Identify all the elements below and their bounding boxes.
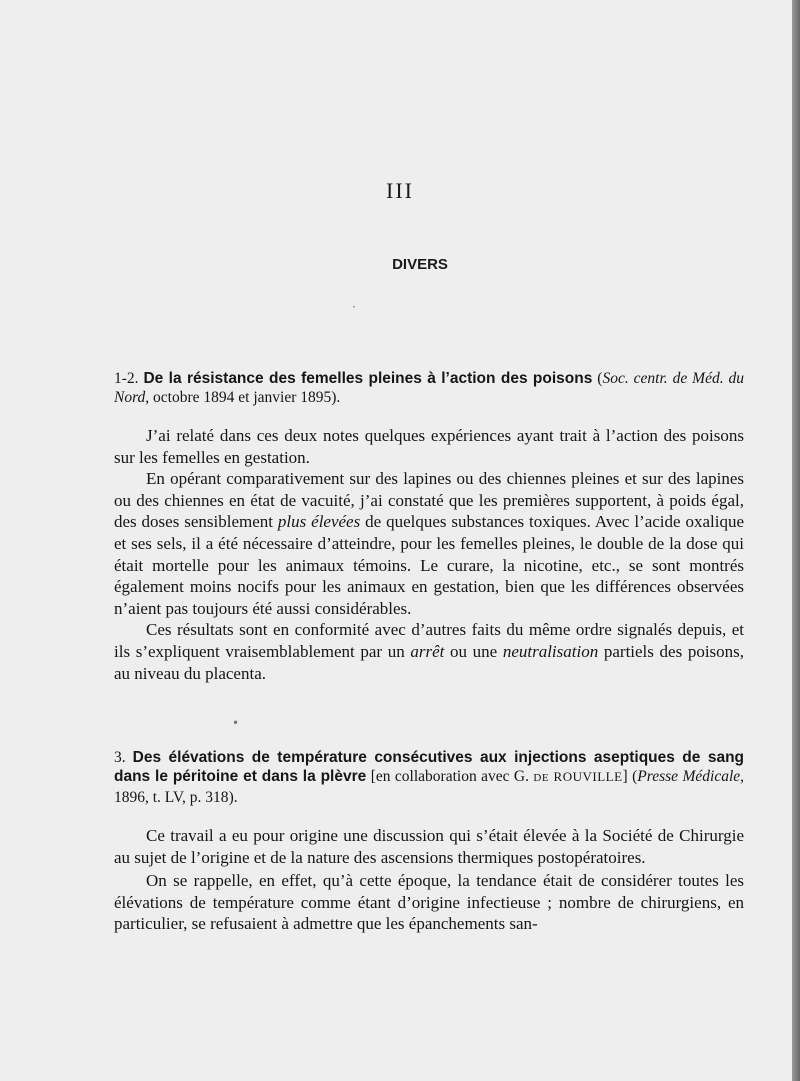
scan-edge — [792, 0, 800, 1081]
emphasis: arrêt — [410, 641, 445, 661]
source-journal: Presse Médicale — [637, 768, 741, 785]
paragraph-text: Ces résultats sont en conformité avec d’autres faits du même ordre signalés depuis, et ils s’expliquent vraisemblablement par un — [114, 620, 744, 661]
source-details: 1896, t. LV, p. 318 — [114, 789, 229, 806]
ink-speck: · — [352, 300, 356, 314]
entry-heading: 1-2. De la résistance des femelles pleines à l’action des poisons (Soc. centr. de Méd. du Nord, octobre 1894 et janvier 1895). — [114, 370, 745, 406]
paragraph — [114, 468, 744, 619]
paragraph: On se rappelle, en effet, qu’à cette époque, la tendance était de considérer toutes les élévations de température comme étant d’origine infectieuse ; nombre de chirurgiens, en particulier, se refusaient à admettre que les épanchements san- — [114, 871, 744, 934]
collaborator-name: ROUVILLE — [553, 769, 623, 784]
ink-speck: • — [232, 716, 240, 730]
paragraph-text: de quelques substances toxiques. Avec l’acide oxalique et ses sels, il a été nécessaire d’atteindre, pour les femelles pleines, le double de la dose qui était mortelle pour les animaux témoins. Le curare, la nicotine, etc., se sont montrés également moins nocifs pour les animaux en gestation, bien que les différences observées n’aient pas toujours été aussi considérables. — [114, 512, 745, 618]
paragraph: J’ai relaté dans ces deux notes quelques expériences ayant trait à l’action des poisons sur les femelles en gestation. — [114, 426, 744, 467]
paragraph-text: ou une — [449, 641, 498, 661]
entry-number: 1-2. — [114, 370, 139, 387]
section-title: DIVERS — [392, 256, 448, 273]
entry-1-2-body — [114, 425, 744, 684]
paragraph-text: partiels des poisons, au niveau du placenta. — [114, 641, 745, 683]
chapter-number: III — [386, 178, 414, 203]
source-date: octobre 1894 et janvier 1895 — [153, 389, 332, 406]
collaboration-note: en collaboration avec G. — [375, 768, 534, 785]
collaborator-particle: DE — [533, 772, 550, 784]
entry-title: Des élévations de température consécutives aux injections aseptiques de sang dans le péritoine et dans la plèvre — [114, 749, 745, 785]
entry-3-body — [114, 825, 744, 935]
entry-3 — [114, 748, 744, 807]
entry-heading: 3. Des élévations de température consécutives aux injections aseptiques de sang dans le péritoine et dans la plèvre [en collaboration avec G. DE ROUVILLE] (Presse Médicale, 1896, t. LV, p. 318). — [114, 749, 745, 806]
paragraph — [114, 619, 744, 684]
source-journal: Soc. centr. de Méd. du Nord — [114, 370, 745, 406]
entry-1-2 — [114, 369, 744, 407]
paragraph: Ce travail a eu pour origine une discussion qui s’était élevée à la Société de Chirurgie au sujet de l’origine et de la nature des ascensions thermiques postopératoires. — [114, 826, 744, 867]
emphasis: neutralisation — [502, 641, 599, 661]
paragraph-text: En opérant comparativement sur des lapines ou des chiennes pleines et sur des lapines ou des chiennes en état de vacuité, j’ai constaté que les premières supportent, à poids égal, des doses sensiblement — [114, 469, 744, 532]
entry-number: 3. — [114, 749, 126, 766]
emphasis: plus élevées — [277, 512, 361, 532]
entry-title: De la résistance des femelles pleines à l’action des poisons — [143, 370, 593, 387]
